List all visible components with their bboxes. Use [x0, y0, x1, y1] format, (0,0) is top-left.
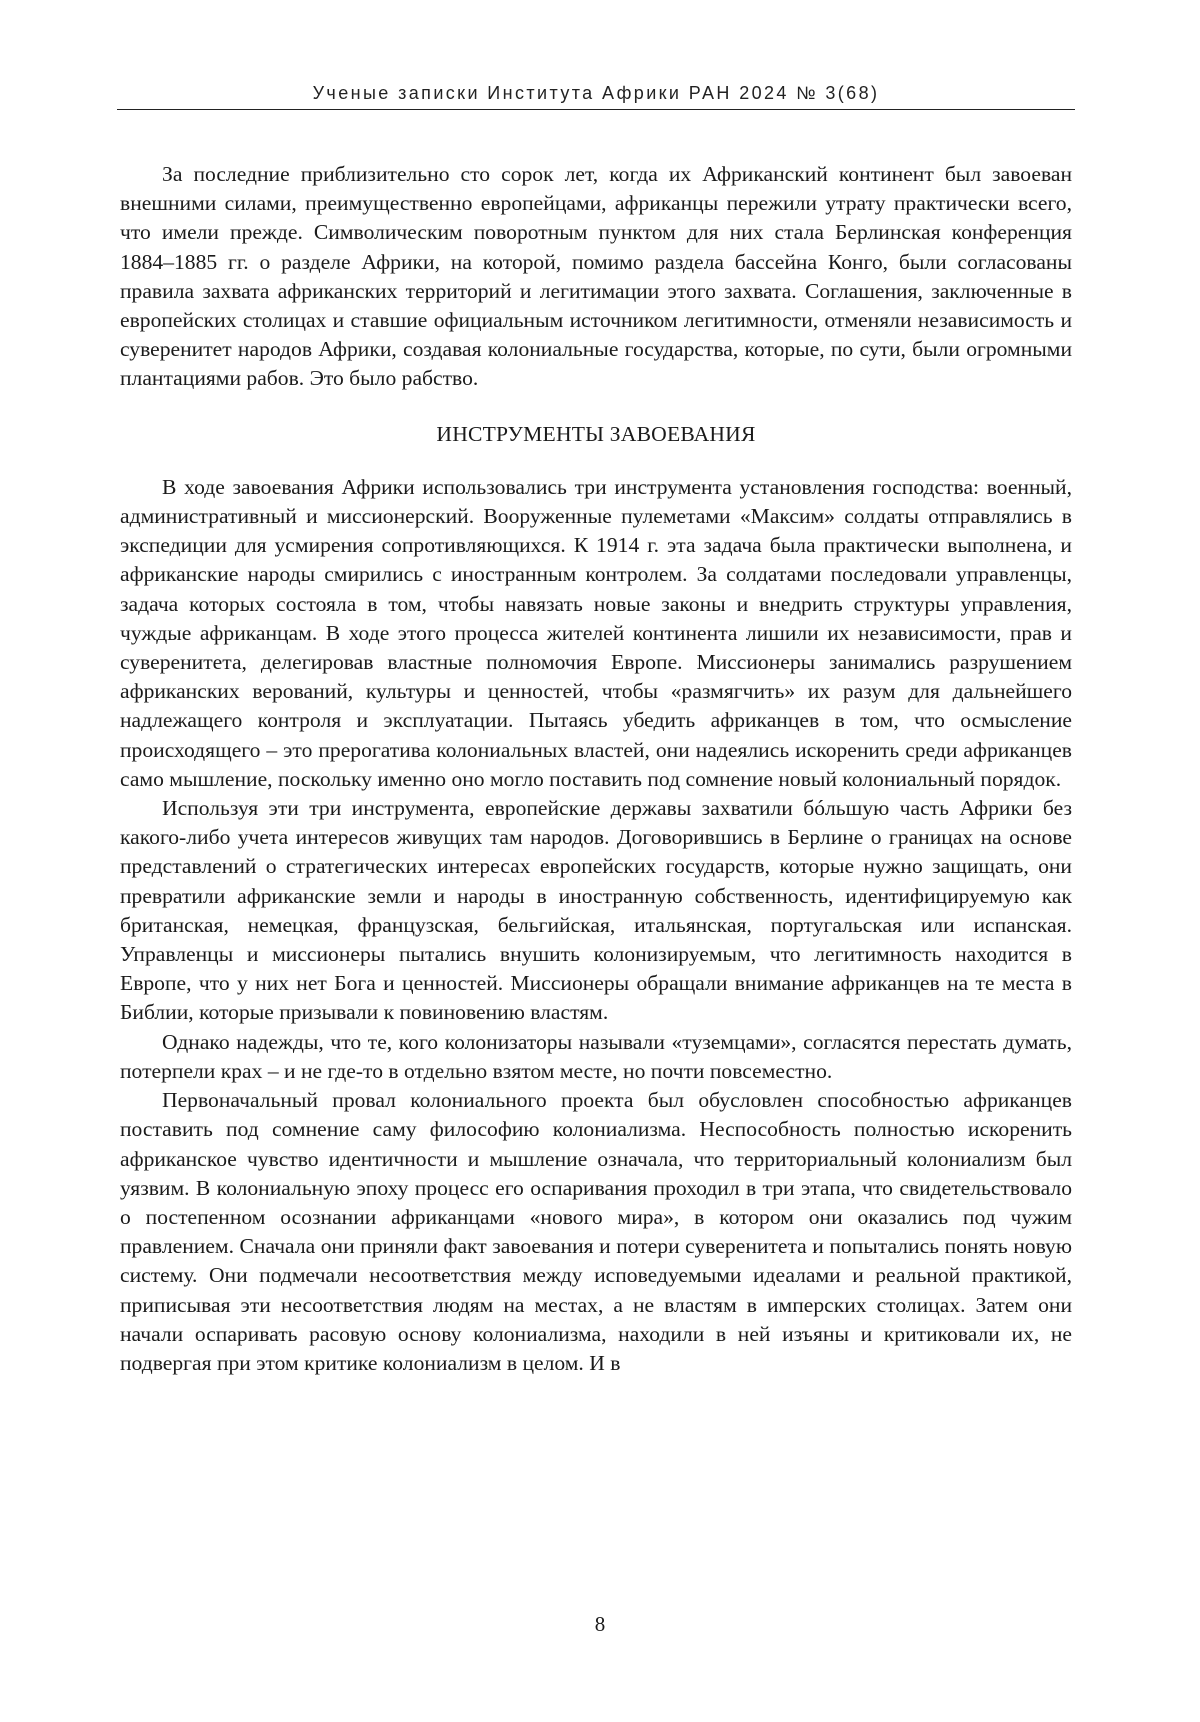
running-header: Ученые записки Института Африки РАН 2024 № 3(68): [312, 83, 880, 103]
paragraph: Однако надежды, что те, кого колонизаторы называли «туземцами», согласятся перестать думать, потерпели крах – и не где-то в отдельно взятом месте, но почти повсеместно.: [120, 1029, 1072, 1083]
paragraph: В ходе завоевания Африки использовались три инструмента установления господства: военный, административный и миссионерский. Вооруженные пулеметами «Максим» солдаты отправлялись в экспедиции для усмирения сопротивляющихся. К 1914 г. эта задача была практически выполнена, и африканские народы смирились с иностранным контролем. За солдатами последовали управленцы, задача которых состояла в том, чтобы навязать новые законы и внедрить структуры управления, чуждые африканцам. В ходе этого процесса жителей континента лишили их независимости, прав и суверенитета, делегировав властные полномочия Европе. Миссионеры занимались разрушением африканских верований, культуры и ценностей, чтобы «размягчить» их разум для дальнейшего надлежащего контроля и эксплуатации. Пытаясь убедить африканцев в том, что осмысление происходящего – это прерогатива колониальных властей, они надеялись искоренить среди африканцев само мышление, поскольку именно оно могло поставить под сомнение новый колониальный порядок.: [120, 474, 1072, 791]
paragraph: Первоначальный провал колониального проекта был обусловлен способностью африканцев поставить под сомнение саму философию колониализма. Неспособность полностью искоренить африканское чувство идентичности и мышление означала, что территориальный колониализм был уязвим. В колониальную эпоху процесс его оспаривания проходил в три этапа, что свидетельствовало о постепенном осознании африканцами «нового мира», в котором они оказались под чужим правлением. Сначала они приняли факт завоевания и потери суверенитета и попытались понять новую систему. Они подмечали несоответствия между исповедуемыми идеалами и реальной практикой, приписывая эти несоответствия людям на местах, а не властям в имперских столицах. Затем они начали оспаривать расовую основу колониализма, находили в ней изъяны и критиковали их, не подвергая при этом критике колониализм в целом. И в: [120, 1088, 1072, 1375]
paragraph: Используя эти три инструмента, европейские державы захватили бóльшую часть Африки без какого-либо учета интересов живущих там народов. Договорившись в Берлине о границах на основе представлений о стратегических интересах европейских государств, которые нужно защищать, они превратили африканские земли и народы в иностранную собственность, идентифицируемую как британская, немецкая, французская, бельгийская, итальянская, португальская или испанская. Управленцы и миссионеры пытались внушить колонизируемым, что легитимность находится в Европе, что у них нет Бога и ценностей. Миссионеры обращали внимание африканцев на те места в Библии, которые призывали к повиновению властям.: [120, 796, 1072, 1025]
body-text: [120, 160, 1072, 1378]
header-rule: [117, 109, 1075, 110]
paragraph: За последние приблизительно сто сорок лет, когда их Африканский континент был завоеван внешними силами, преимущественно европейцами, африканцы пережили утрату практически всего, что имели прежде. Символическим поворотным пунктом для них стала Берлинская конференция 1884–1885 гг. о разделе Африки, на которой, помимо раздела бассейна Конго, были согласованы правила захвата африканских территорий и легитимации этого захвата. Соглашения, заключенные в европейских столицах и ставшие официальным источником легитимности, отменяли независимость и суверенитет народов Африки, создавая колониальные государства, которые, по сути, были огромными плантациями рабов. Это было рабство.: [120, 162, 1072, 391]
section-heading: ИНСТРУМЕНТЫ ЗАВОЕВАНИЯ: [436, 421, 756, 446]
page-number: 8: [594, 1612, 606, 1636]
